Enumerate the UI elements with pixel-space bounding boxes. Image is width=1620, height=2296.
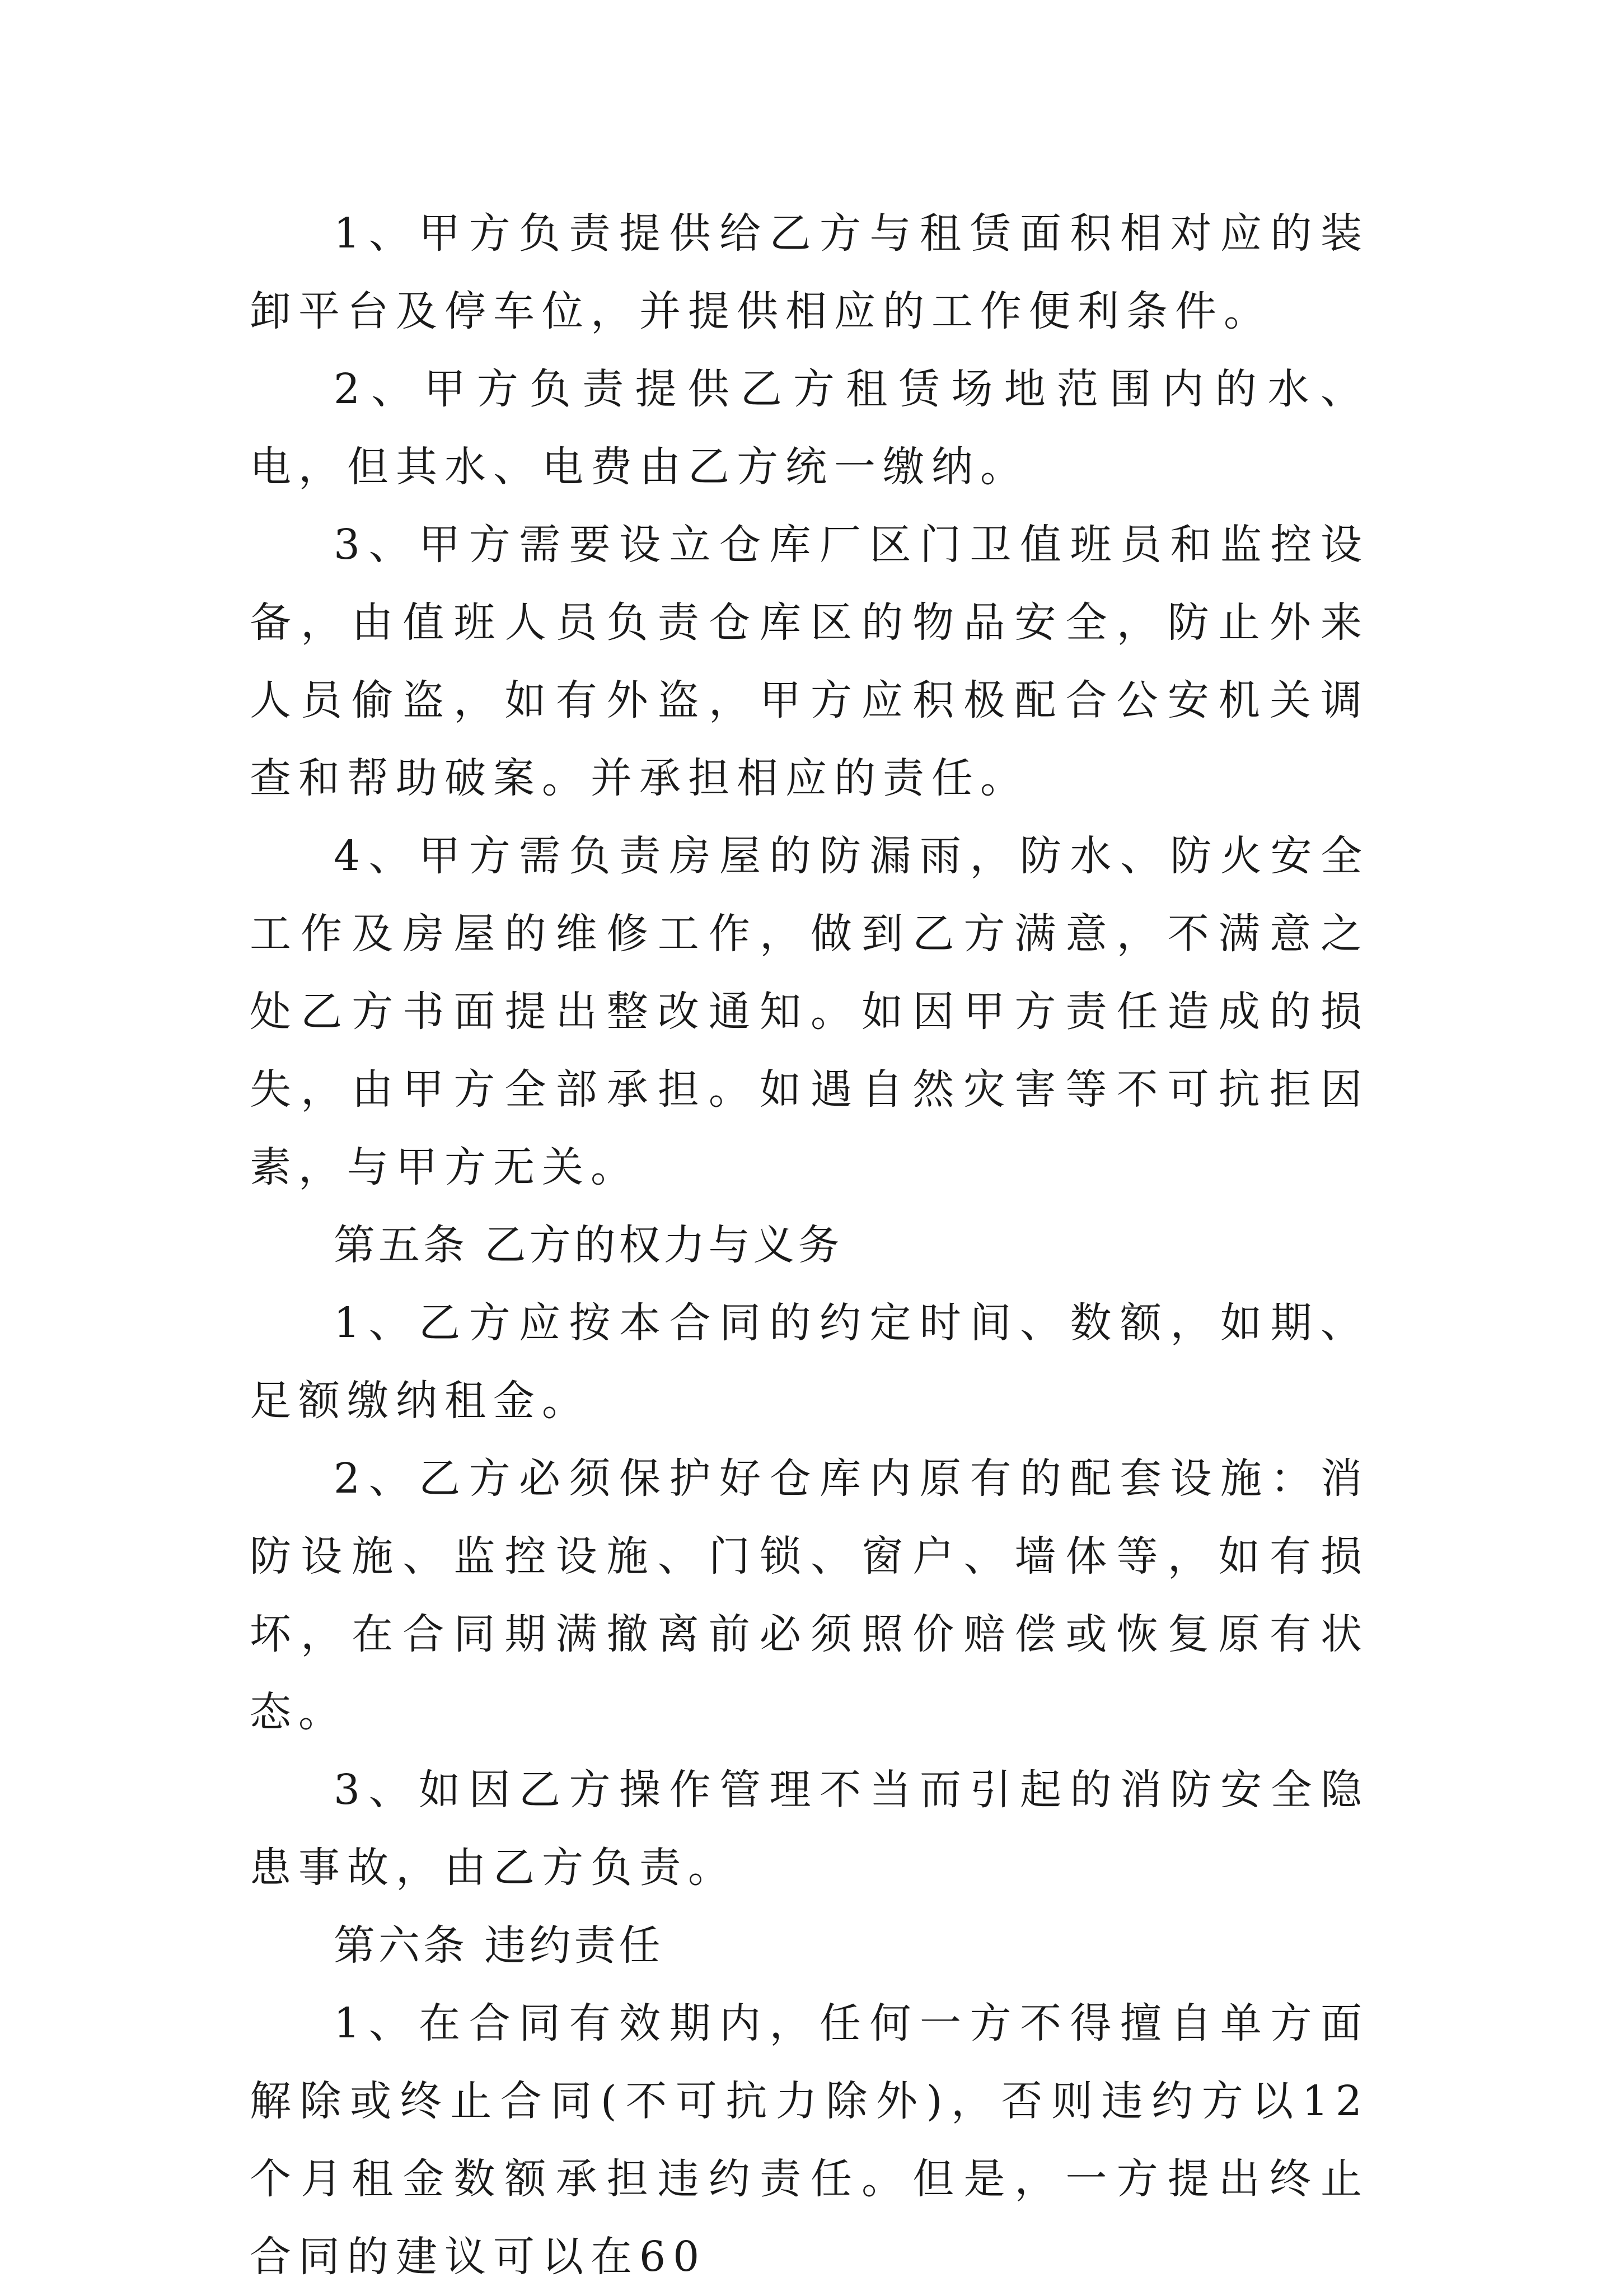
article-6-heading: 第六条 违约责任 [334,1921,664,1970]
clause-4-item-2: 2、甲方负责提供乙方租赁场地范围内的水、电，但其水、电费由乙方统一缴纳。 [250,365,1369,491]
document-body [250,195,1369,2296]
clause-4-item-1: 1、甲方负责提供给乙方与租赁面积相对应的装卸平台及停车位，并提供相应的工作便利条件。 [250,209,1369,335]
article-5-item-1: 1、乙方应按本合同的约定时间、数额，如期、足额缴纳租金。 [250,1299,1369,1425]
article-6-item-1: 1、在合同有效期内，任何一方不得擅自单方面解除或终止合同(不可抗力除外)，否则违约方以12个月租金数额承担违约责任。但是，一方提出终止合同的建议可以在60 [250,1999,1369,2281]
article-5-heading: 第五条 乙方的权力与义务 [334,1221,843,1269]
article-5-item-3: 3、如因乙方操作管理不当而引起的消防安全隐患事故，由乙方负责。 [250,1766,1369,1892]
article-5-item-2: 2、乙方必须保护好仓库内原有的配套设施：消防设施、监控设施、门锁、窗户、墙体等，如有损坏，在合同期满撤离前必须照价赔偿或恢复原有状态。 [250,1455,1369,1736]
clause-4-item-3: 3、甲方需要设立仓库厂区门卫值班员和监控设备，由值班人员负责仓库区的物品安全，防止外来人员偷盗，如有外盗，甲方应积极配合公安机关调查和帮助破案。并承担相应的责任。 [250,521,1369,802]
clause-4-item-4: 4、甲方需负责房屋的防漏雨，防水、防火安全工作及房屋的维修工作，做到乙方满意，不满意之处乙方书面提出整改通知。如因甲方责任造成的损失，由甲方全部承担。如遇自然灾害等不可抗拒因素，与甲方无关。 [250,832,1369,1191]
